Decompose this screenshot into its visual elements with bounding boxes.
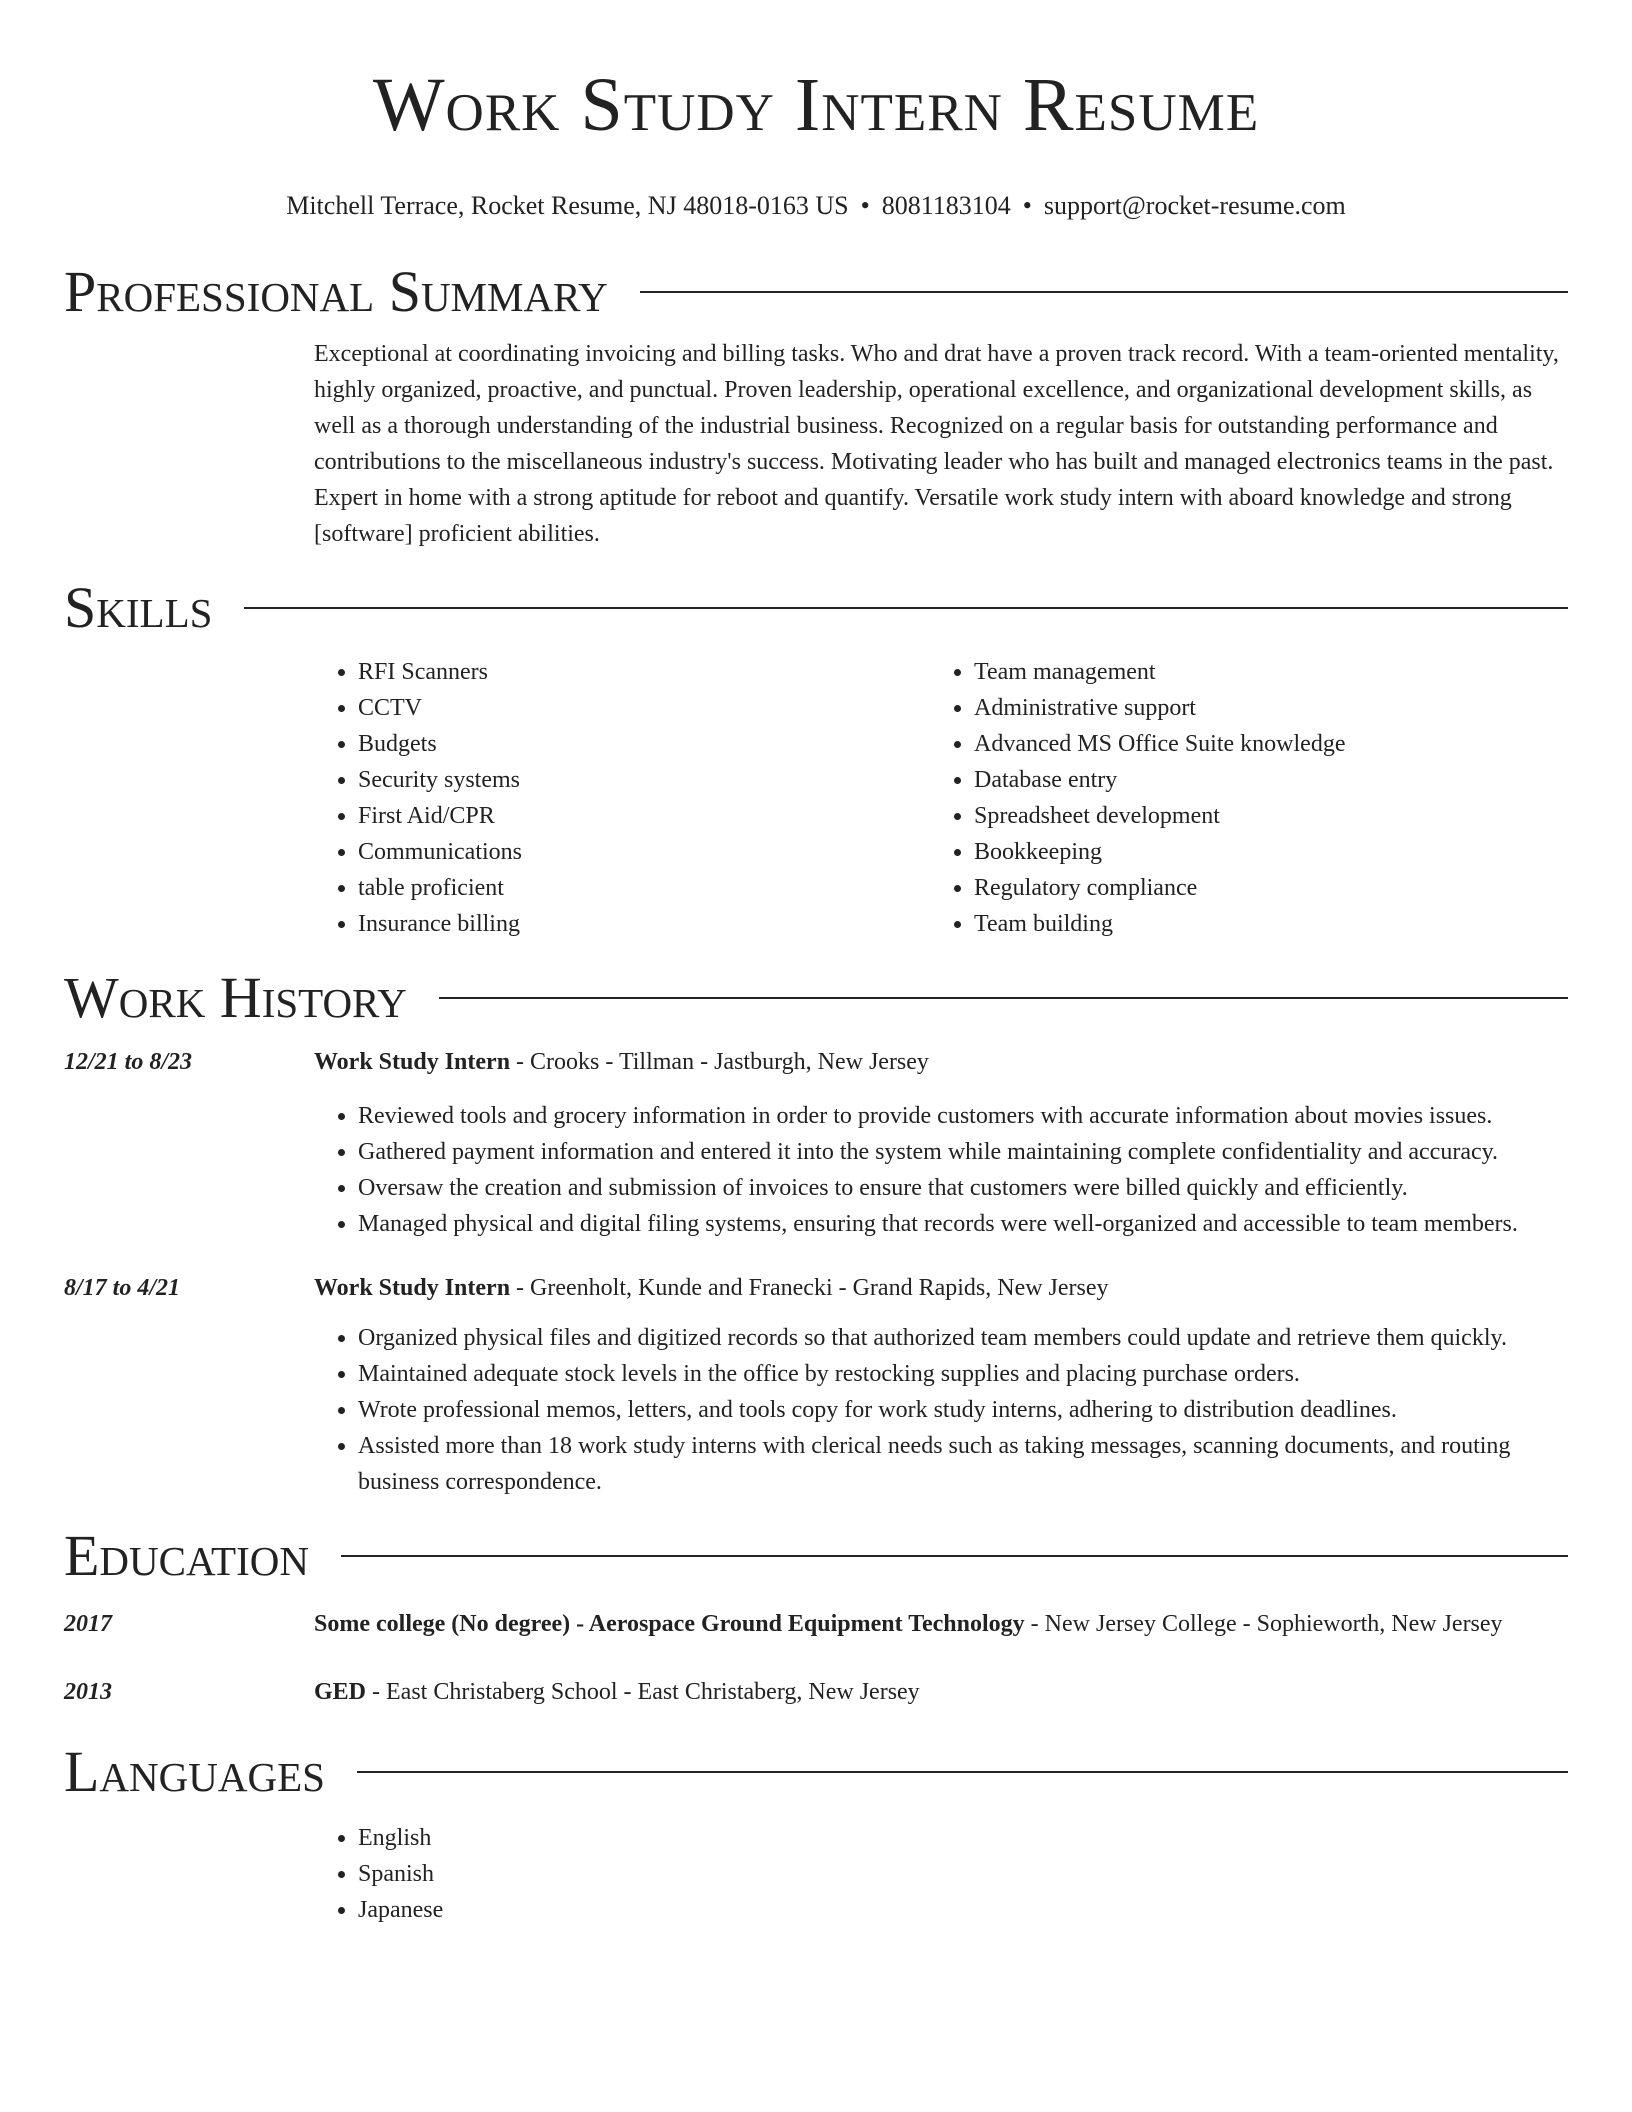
skill-item: • Database entry bbox=[974, 762, 1546, 798]
responsibility-item: • Oversaw the creation and submission of invoices to ensure that customers were billed quickly and efficiently. bbox=[358, 1170, 1568, 1206]
job-details: - Crooks - Tillman - Jastburgh, New Jersey bbox=[510, 1049, 929, 1075]
skill-item: • Insurance billing bbox=[358, 906, 930, 942]
skill-item: • Team management bbox=[974, 654, 1546, 690]
education-entry-content bbox=[314, 1604, 1568, 1644]
education-entry-content bbox=[314, 1672, 1568, 1712]
skill-item: • Administrative support bbox=[974, 690, 1546, 726]
section-divider bbox=[357, 1771, 1568, 1773]
job-responsibilities bbox=[314, 1098, 1568, 1242]
education-section-header bbox=[64, 1524, 1568, 1588]
skills-heading: Skills bbox=[64, 575, 213, 640]
education-year: 2017 bbox=[64, 1611, 112, 1637]
language-item: • English bbox=[358, 1820, 1568, 1856]
education-degree: Some college (No degree) - Aerospace Ground Equipment Technology bbox=[314, 1611, 1025, 1637]
work-entry-header bbox=[314, 1044, 1568, 1080]
responsibility-item: • Reviewed tools and grocery information in order to provide customers with accurate information about movies issues. bbox=[358, 1098, 1568, 1134]
education-details: - New Jersey College - Sophieworth, New Jersey bbox=[1024, 1611, 1503, 1637]
skill-item: • Regulatory compliance bbox=[974, 870, 1546, 906]
skill-item: • Security systems bbox=[358, 762, 930, 798]
skill-item: • First Aid/CPR bbox=[358, 798, 930, 834]
education-year: 2013 bbox=[64, 1679, 112, 1705]
education-entry bbox=[64, 1604, 1568, 1644]
skill-item: • Spreadsheet development bbox=[974, 798, 1546, 834]
work-section-header bbox=[64, 966, 1568, 1030]
language-item: • Japanese bbox=[358, 1892, 1568, 1928]
responsibility-item: • Managed physical and digital filing systems, ensuring that records were well-organized and accessible to team members. bbox=[358, 1206, 1568, 1242]
skills-list bbox=[314, 654, 1568, 942]
skill-item: • Team building bbox=[974, 906, 1546, 942]
section-divider bbox=[640, 291, 1568, 293]
education-details: - East Christaberg School - East Christaberg, New Jersey bbox=[366, 1679, 920, 1705]
resume-title: Work Study Intern Resume bbox=[372, 63, 1260, 147]
skills-left-column bbox=[314, 654, 930, 942]
job-title: Work Study Intern bbox=[314, 1275, 511, 1301]
work-dates: 8/17 to 4/21 bbox=[64, 1275, 181, 1301]
work-entry bbox=[64, 1044, 1568, 1242]
skill-item: • Communications bbox=[358, 834, 930, 870]
job-responsibilities bbox=[314, 1320, 1568, 1500]
languages-heading: Languages bbox=[64, 1739, 325, 1804]
languages-section-header bbox=[64, 1740, 1568, 1804]
contact-phone: 8081183104 bbox=[881, 191, 1011, 220]
responsibility-item: • Gathered payment information and entered it into the system while maintaining complete confidentiality and accuracy. bbox=[358, 1134, 1568, 1170]
contact-address: Mitchell Terrace, Rocket Resume, NJ 48018-0163 US bbox=[286, 191, 849, 220]
job-title: Work Study Intern bbox=[314, 1049, 511, 1075]
summary-text: Exceptional at coordinating invoicing and billing tasks. Who and drat have a proven track record. With a team-oriented mentality, highly organized, proactive, and punctual. Proven leadership, operational excellence, and organizational development skills, as well as a thorough understanding of the industrial business. Recognized on a regular basis for outstanding performance and contributions to the miscellaneous industry's success. Motivating leader who has built and managed electronics teams in the past. Expert in home with a strong aptitude for reboot and quantify. Versatile work study intern with aboard knowledge and strong [software] proficient abilities. bbox=[314, 341, 1559, 547]
work-heading: Work History bbox=[64, 965, 407, 1030]
responsibility-item: • Wrote professional memos, letters, and tools copy for work study interns, adhering to distribution deadlines. bbox=[358, 1392, 1568, 1428]
skill-item: • Bookkeeping bbox=[974, 834, 1546, 870]
skill-item: • Budgets bbox=[358, 726, 930, 762]
skill-item: • table proficient bbox=[358, 870, 930, 906]
summary-section-header bbox=[64, 260, 1568, 324]
skills-right-column bbox=[930, 654, 1546, 942]
responsibility-item: • Assisted more than 18 work study interns with clerical needs such as taking messages, scanning documents, and routing business correspondence. bbox=[358, 1428, 1568, 1500]
work-entry-content bbox=[314, 1044, 1568, 1242]
section-divider bbox=[341, 1555, 1568, 1557]
contact-email: support@rocket-resume.com bbox=[1043, 191, 1346, 220]
responsibility-item: • Maintained adequate stock levels in the office by restocking supplies and placing purchase orders. bbox=[358, 1356, 1568, 1392]
section-divider bbox=[244, 607, 1568, 609]
languages-list-wrapper bbox=[314, 1820, 1568, 1928]
language-item: • Spanish bbox=[358, 1856, 1568, 1892]
responsibility-item: • Organized physical files and digitized records so that authorized team members could update and retrieve them quickly. bbox=[358, 1320, 1568, 1356]
contact-separator: • bbox=[860, 191, 870, 220]
skill-item: • RFI Scanners bbox=[358, 654, 930, 690]
skill-item: • Advanced MS Office Suite knowledge bbox=[974, 726, 1546, 762]
education-degree: GED bbox=[314, 1679, 367, 1705]
summary-heading: Professional Summary bbox=[64, 259, 608, 324]
job-details: - Greenholt, Kunde and Franecki - Grand Rapids, New Jersey bbox=[510, 1275, 1109, 1301]
contact-line bbox=[64, 188, 1568, 224]
education-entry bbox=[64, 1672, 1568, 1712]
languages-list bbox=[314, 1820, 1568, 1928]
work-dates: 12/21 to 8/23 bbox=[64, 1049, 193, 1075]
contact-separator: • bbox=[1022, 191, 1032, 220]
work-entry-content bbox=[314, 1270, 1568, 1500]
skill-item: • CCTV bbox=[358, 690, 930, 726]
education-heading: Education bbox=[64, 1523, 309, 1588]
skills-section-header bbox=[64, 576, 1568, 640]
section-divider bbox=[439, 997, 1568, 999]
work-entry-header bbox=[314, 1270, 1568, 1306]
work-entry bbox=[64, 1270, 1568, 1500]
